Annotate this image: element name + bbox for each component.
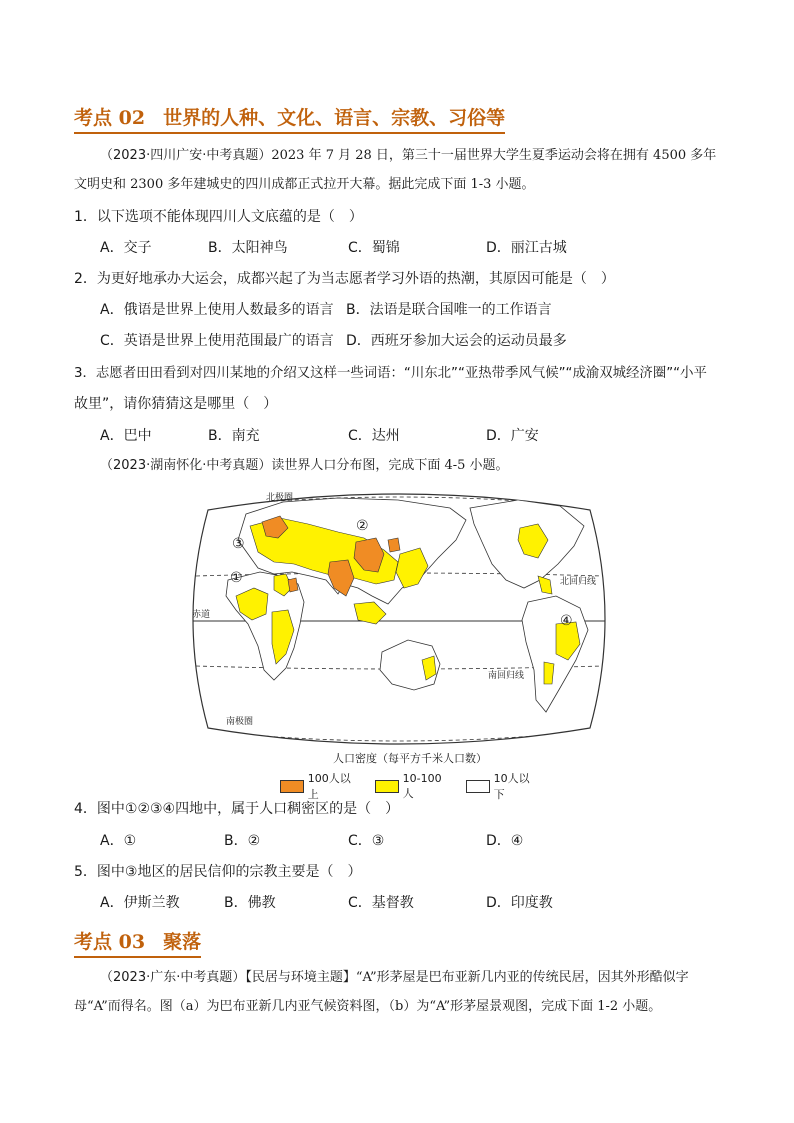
section-heading: 聚落 [163, 931, 202, 953]
label-north-polar-circle: 北极圈 [266, 493, 294, 503]
intro-paragraph-1 [74, 141, 724, 199]
label-tropic-capricorn: 南回归线 [488, 671, 525, 681]
question-1-stem: 1．以下选项不能体现四川人文底蕴的是（ ） [74, 209, 363, 225]
section-title-03 [74, 927, 201, 958]
legend-label-medium: 10-100人 [402, 771, 442, 800]
option-b[interactable]: B．法语是联合国唯一的工作语言 [346, 302, 552, 318]
option-d[interactable]: D．印度教 [486, 895, 553, 911]
intro-text: 2023 年 7 月 28 日，第三十一届世界大学生夏季运动会将在拥有 4500 多年文明史和 2300 多年建城史的四川成都正式拉开大幕。据此完成下面 1-3 小题。 [74, 148, 717, 192]
label-equator: 赤道 [192, 610, 211, 620]
question-3-stem-line1: 3．志愿者田田看到对四川某地的介绍又这样一些词语：“川东北”“亚热带季风气候”“成渝双城经济圈”“小平 [74, 366, 707, 381]
question-3-stem-line2: 故里”，请你猜猜这是哪里（ ） [74, 396, 278, 412]
legend-swatch-medium [375, 780, 399, 793]
legend-title: 人口密度（每平方千米人口数） [333, 752, 487, 765]
question-source: （2023·广东·中考真题） [100, 970, 246, 985]
intro-text: 【民居与环境主题】“A”形茅屋是巴布亚新几内亚的传统民居，因其外形酷似字母“A”而得名。图（a）为巴布亚新几内亚气候资料图，（b）为“A”形茅屋景观图，完成下面 1-2 小题。 [74, 970, 689, 1014]
map-legend [280, 750, 540, 802]
label-tropic-cancer: 北回归线 [560, 577, 597, 587]
section-heading: 世界的人种、文化、语言、宗教、习俗等 [163, 107, 506, 129]
legend-label-dense: 100人以上 [307, 772, 351, 801]
option-a[interactable]: A．俄语是世界上使用人数最多的语言 [100, 302, 334, 318]
question-source: （2023·四川广安·中考真题） [100, 148, 272, 163]
legend-label-sparse: 10人以下 [493, 772, 530, 801]
world-population-map [188, 484, 610, 754]
question-2-stem: 2．为更好地承办大运会，成都兴起了为当志愿者学习外语的热潮，其原因可能是（ ） [74, 271, 615, 287]
option-d[interactable]: D．④ [486, 833, 524, 849]
label-south-polar-circle: 南极圈 [226, 717, 254, 727]
marker-4: ④ [560, 613, 573, 629]
option-c[interactable]: C．达州 [348, 428, 400, 444]
map-svg [188, 484, 610, 754]
option-d[interactable]: D．丽江古城 [486, 240, 567, 256]
intro-text: 读世界人口分布图，完成下面 4-5 小题。 [271, 458, 509, 473]
question-5-stem: 5．图中③地区的居民信仰的宗教主要是（ ） [74, 864, 362, 880]
option-a[interactable]: A．伊斯兰教 [100, 895, 180, 911]
section-number: 考点 02 [74, 107, 146, 129]
option-c[interactable]: C．蜀锦 [348, 240, 400, 256]
question-4-stem: 4．图中①②③④四地中，属于人口稠密区的是（ ） [74, 801, 400, 817]
option-c[interactable]: C．③ [348, 833, 385, 849]
option-d[interactable]: D．广安 [486, 428, 539, 444]
legend-swatch-dense [280, 780, 304, 793]
section-title-02 [74, 103, 505, 134]
marker-1: ① [230, 570, 243, 586]
legend-swatch-sparse [466, 780, 490, 793]
marker-3: ③ [232, 536, 245, 552]
option-a[interactable]: A．① [100, 833, 137, 849]
option-b[interactable]: B．太阳神鸟 [208, 240, 288, 256]
intro-paragraph-2 [74, 451, 724, 480]
option-a[interactable]: A．交子 [100, 240, 152, 256]
option-c[interactable]: C．英语是世界上使用范围最广的语言 [100, 333, 334, 349]
option-b[interactable]: B．南充 [208, 428, 260, 444]
marker-2: ② [356, 518, 369, 534]
option-b[interactable]: B．② [224, 833, 261, 849]
section-number: 考点 03 [74, 931, 146, 953]
option-b[interactable]: B．佛教 [224, 895, 276, 911]
question-source: （2023·湖南怀化·中考真题） [100, 458, 272, 473]
intro-paragraph-3 [74, 963, 724, 1021]
option-a[interactable]: A．巴中 [100, 428, 152, 444]
option-d[interactable]: D．西班牙参加大运会的运动员最多 [346, 333, 567, 349]
option-c[interactable]: C．基督教 [348, 895, 414, 911]
